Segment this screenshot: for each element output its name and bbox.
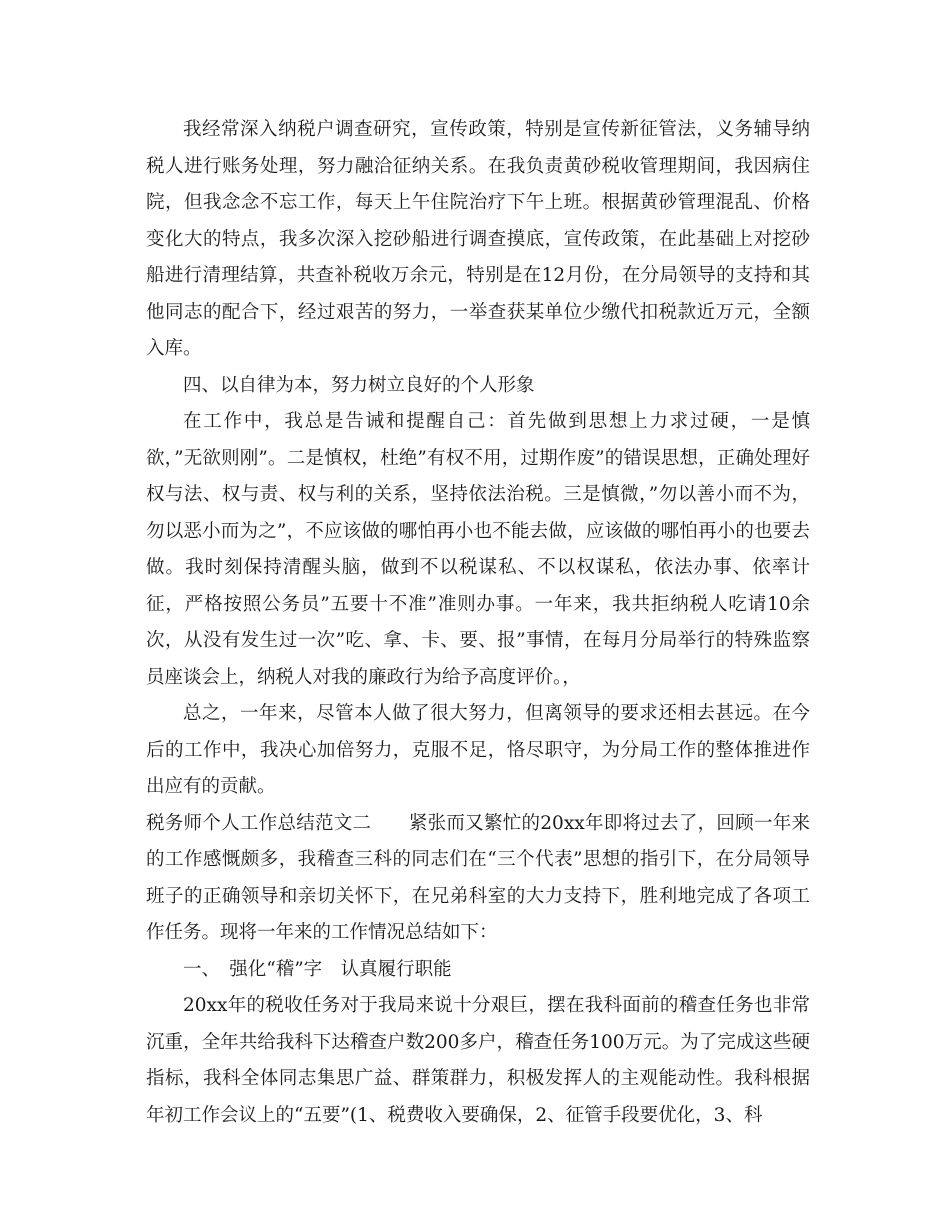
document-page [146,112,810,1134]
paragraph-4-title: 税务师个人工作总结范文二 紧张而又繁忙的20xx年即将过去了，回顾一年来的工作感慨颇多，我稽查三科的同志们在“三个代表”思想的指引下，在分局领导班子的正确领导和亲切关怀下，在兄弟科室的大力支持下，胜利地完成了各项工作任务。现将一年来的工作情况总结如下： [146,812,810,943]
paragraph-1: 我经常深入纳税户调查研究，宣传政策，特别是宣传新征管法，义务辅导纳税人进行账务处理，努力融洽征纳关系。在我负责黄砂税收管理期间，我因病住院，但我念念不忘工作，每天上午住院治疗下午上班。根据黄砂管理混乱、价格变化大的特点，我多次深入挖砂船进行调查摸底，宣传政策，在此基础上对挖砂船进行清理结算，共查补税收万余元，特别是在12月份，在分局领导的支持和其他同志的配合下，经过艰苦的努力，一举查获某单位少缴代扣税款近万元，全额入库。 [146,119,810,359]
paragraph-5: 20xx年的税收任务对于我局来说十分艰巨，摆在我科面前的稽查任务也非常沉重，全年共给我科下达稽查户数200多户，稽查任务100万元。为了完成这些硬指标，我科全体同志集思广益、群策群力，积极发挥人的主观能动性。我科根据年初工作会议上的“五要”(1、税费收入要确保，2、征管手段要优化，3、科 [146,995,810,1126]
section-heading-4: 四、以自律为本，努力树立良好的个人形象 [183,374,535,396]
paragraph-3: 总之，一年来，尽管本人做了很大努力，但离领导的要求还相去甚远。在今后的工作中，我决心加倍努力，克服不足，恪尽职守，为分局工作的整体推进作出应有的贡献。 [146,703,810,797]
paragraph-2: 在工作中，我总是告诫和提醒自己：首先做到思想上力求过硬，一是慎欲，”无欲则刚”。二是慎权，杜绝”有权不用，过期作废”的错误思想，正确处理好权与法、权与责、权与利的关系，坚持依法治税。三是慎微，”勿以善小而不为，勿以恶小而为之”，不应该做的哪怕再小也不能去做，应该做的哪怕再小的也要去做。我时刻保持清醒头脑，做到不以税谋私、不以权谋私，依法办事、依率计征，严格按照公务员”五要十不准”准则办事。一年来，我共拒纳税人吃请10余次，从没有发生过一次”吃、拿、卡、要、报”事情，在每月分局举行的特殊监察员座谈会上，纳税人对我的廉政行为给予高度评价。， [146,411,810,688]
section-heading-1: 一、 强化“稽”字 认真履行职能 [183,958,452,980]
